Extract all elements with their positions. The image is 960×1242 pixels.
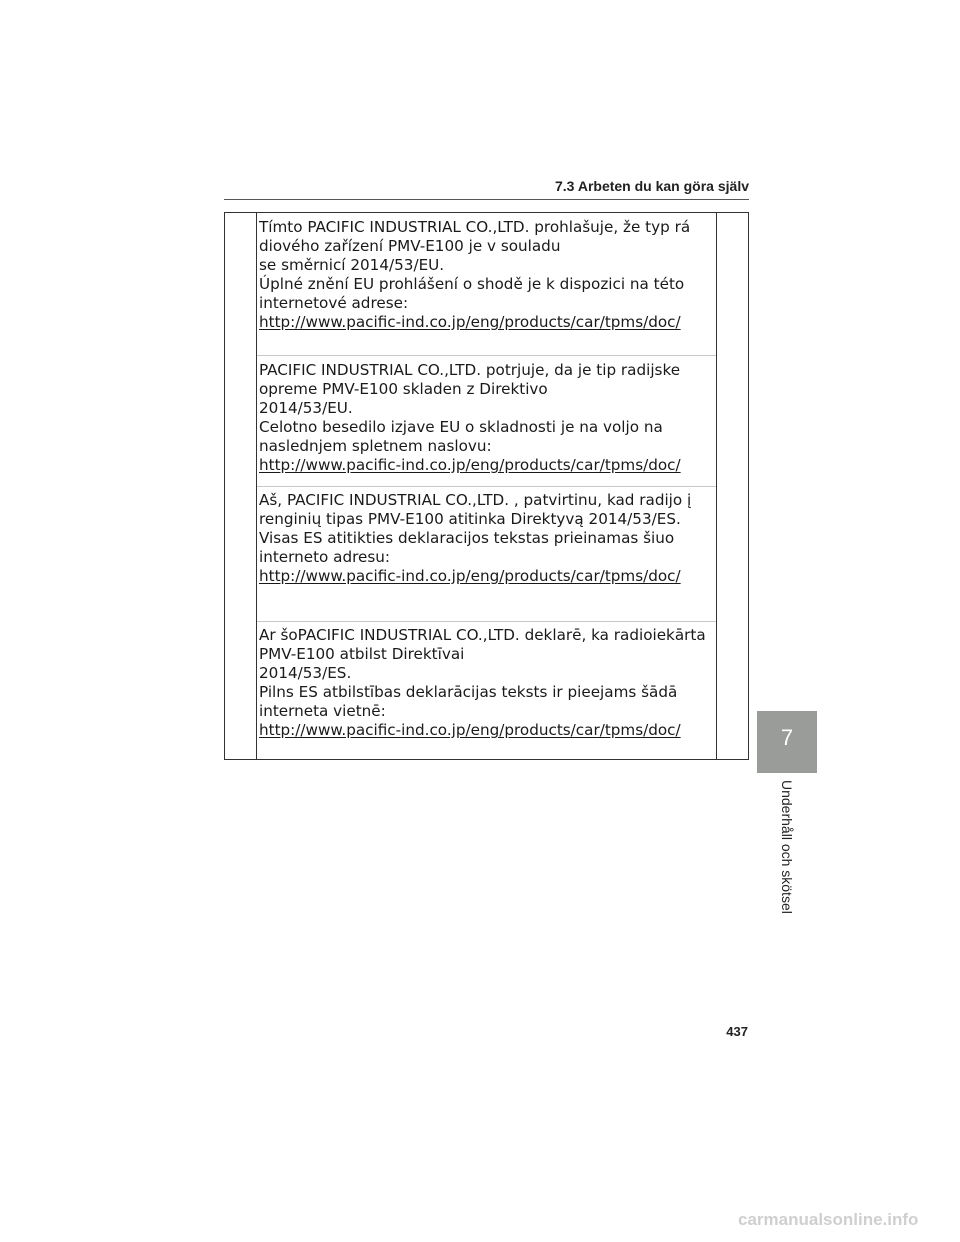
declaration-lithuanian xyxy=(259,491,709,586)
table-row-divider xyxy=(257,621,716,622)
declaration-czech xyxy=(259,218,709,332)
declaration-line: interneto adresu: xyxy=(259,548,391,566)
chapter-number: 7 xyxy=(780,725,794,750)
declaration-line: Úplné znění EU prohlášení o shodě je k dispozici na této xyxy=(259,275,685,293)
declaration-line: Ar šoPACIFIC INDUSTRIAL CO.,LTD. deklarē, ka radioiekārta xyxy=(259,626,706,644)
declaration-line: Celotno besedilo izjave EU o skladnosti je na voljo na xyxy=(259,418,663,436)
declaration-url[interactable]: http://www.pacific-ind.co.jp/eng/products/car/tpms/doc/ xyxy=(259,456,681,474)
declaration-line: internetové adrese: xyxy=(259,294,409,312)
declaration-line: Pilns ES atbilstības deklarācijas teksts ir pieejams šādā xyxy=(259,683,678,701)
header-divider xyxy=(224,199,749,200)
table-row-divider xyxy=(257,355,716,356)
table-column-divider-right xyxy=(716,212,717,760)
declaration-line: naslednjem spletnem naslovu: xyxy=(259,437,492,455)
declaration-line: PACIFIC INDUSTRIAL CO.,LTD. potrjuje, da je tip radijske xyxy=(259,361,681,379)
declaration-line: Aš, PACIFIC INDUSTRIAL CO.,LTD. , patvirtinu, kad radijo į xyxy=(259,491,692,509)
chapter-title: Underhåll och skötsel xyxy=(779,780,795,914)
declaration-line: 2014/53/EU. xyxy=(259,399,353,417)
declaration-url[interactable]: http://www.pacific-ind.co.jp/eng/products/car/tpms/doc/ xyxy=(259,313,681,331)
page-number: 437 xyxy=(726,1024,748,1039)
table-row-divider xyxy=(257,486,716,487)
declaration-line: PMV-E100 atbilst Direktīvai xyxy=(259,645,465,663)
declaration-latvian xyxy=(259,626,709,740)
watermark: carmanualsonline.info xyxy=(738,1210,919,1229)
section-header: 7.3 Arbeten du kan göra själv xyxy=(555,178,749,194)
declaration-url[interactable]: http://www.pacific-ind.co.jp/eng/products/car/tpms/doc/ xyxy=(259,721,681,739)
declaration-slovenian xyxy=(259,361,709,475)
declaration-line: Tímto PACIFIC INDUSTRIAL CO.,LTD. prohlašuje, že typ rá xyxy=(259,218,691,236)
declaration-line: renginių tipas PMV-E100 atitinka Direktyvą 2014/53/ES. xyxy=(259,510,681,528)
declaration-line: 2014/53/ES. xyxy=(259,664,352,682)
declaration-line: opreme PMV-E100 skladen z Direktivo xyxy=(259,380,548,398)
declaration-url[interactable]: http://www.pacific-ind.co.jp/eng/products/car/tpms/doc/ xyxy=(259,567,681,585)
declaration-line: diového zařízení PMV-E100 je v souladu xyxy=(259,237,561,255)
declaration-line: Visas ES atitikties deklaracijos tekstas prieinamas šiuo xyxy=(259,529,675,547)
chapter-tab xyxy=(757,711,817,773)
declaration-line: se směrnicí 2014/53/EU. xyxy=(259,256,445,274)
declaration-line: interneta vietnē: xyxy=(259,702,386,720)
